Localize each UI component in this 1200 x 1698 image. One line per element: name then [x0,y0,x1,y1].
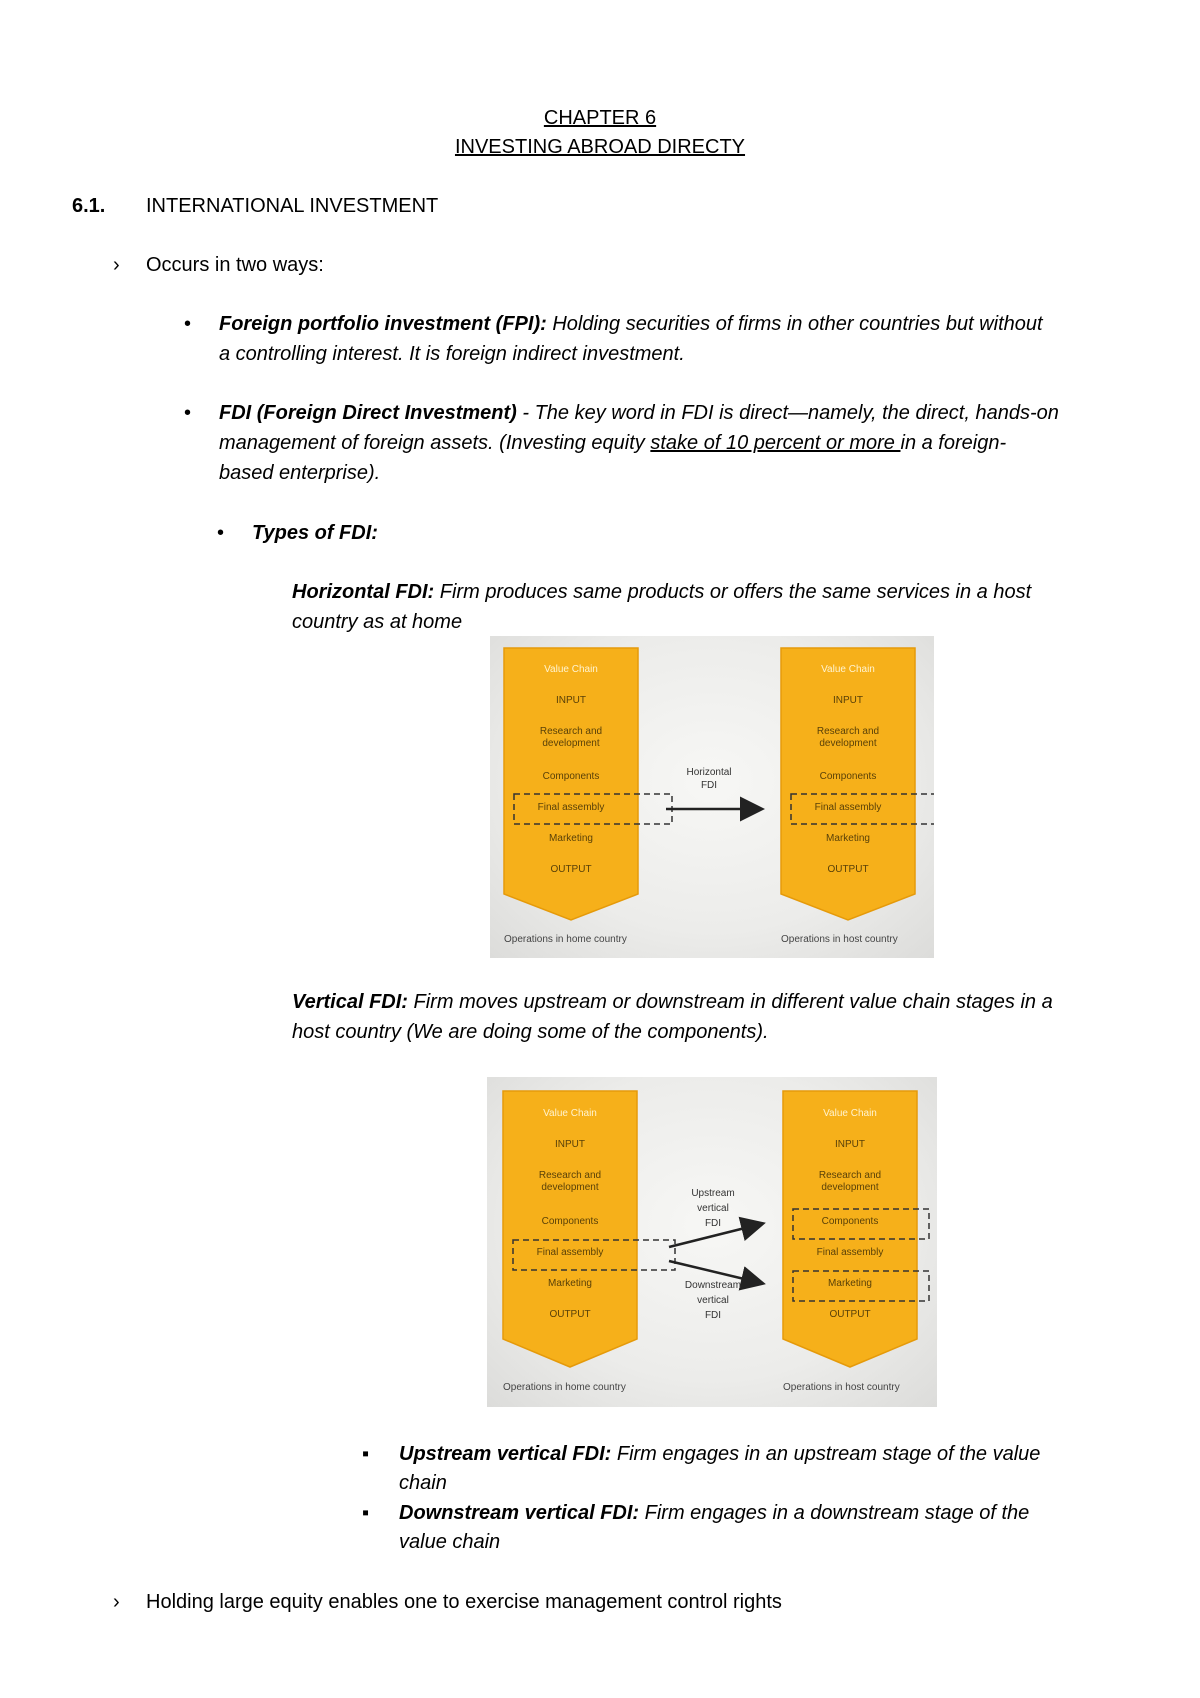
home-stage-rd-1: Research and [538,1170,602,1181]
bullet-dot-icon: • [184,313,192,335]
host-stage-input: INPUT [833,695,863,706]
upstream-label-2: vertical [697,1203,729,1214]
horizontal-text-2: country as at home [292,611,463,633]
horizontal-term: Horizontal FDI: [292,581,435,603]
types-heading: Types of FDI: [252,522,378,544]
host-stage-output: OUTPUT [827,864,869,875]
fdi-text-2a: management of foreign assets. (Investing equity [219,432,651,454]
home-stage-components: Components [542,771,600,782]
home-stage-output: OUTPUT [549,1309,591,1320]
fdi-term: FDI (Foreign Direct Investment) [219,402,517,424]
host-caption: Operations in host country [783,1382,900,1393]
horizontal-arrow-label-1: Horizontal [686,767,732,778]
home-stage-input: INPUT [555,1139,585,1150]
vertical-fdi-figure [487,1077,937,1407]
vertical-fdi-diagram [487,1077,937,1407]
host-stage-input: INPUT [835,1139,865,1150]
home-stage-input: INPUT [556,695,586,706]
arrow-bullet-icon: › [113,254,120,276]
upstream-label-1: Upstream [691,1188,735,1199]
fdi-text-2b: in a foreign- [900,432,1007,454]
home-stage-rd-2: development [542,738,600,749]
vertical-term: Vertical FDI: [292,991,408,1013]
holding-text: Holding large equity enables one to exercise management control rights [146,1591,782,1613]
vertical-text-2: host country (We are doing some of the components). [292,1021,769,1043]
upstream-text-1: Firm engages in an upstream stage of the value [611,1443,1041,1465]
section-number: 6.1. [72,195,106,217]
chapter-title: INVESTING ABROAD DIRECTY [454,136,746,158]
fpi-term: Foreign portfolio investment (FPI): [219,313,547,335]
fpi-text-2: a controlling interest. It is foreign indirect investment. [219,343,685,365]
host-value-chain-chevron [781,648,915,920]
home-stage-value-chain: Value Chain [543,1108,597,1119]
host-stage-rd-1: Research and [818,1170,882,1181]
fdi-text-3: based enterprise). [219,462,381,484]
fpi-text-1: Holding securities of firms in other countries but without [546,313,1043,335]
fpi-line-1 [219,309,1043,339]
fdi-line-2 [219,428,1006,458]
bullet-dot-icon: • [184,402,192,424]
home-stage-final-assembly: Final assembly [537,802,605,813]
horizontal-text-1: Firm produces same products or offers the same services in a host [434,581,1032,603]
host-value-chain-chevron [783,1091,917,1367]
fdi-underlined-stake: stake of 10 percent or more [650,432,901,454]
host-stage-rd-2: development [821,1182,879,1193]
host-stage-components: Components [821,1216,879,1227]
section-title: INTERNATIONAL INVESTMENT [146,195,439,217]
horizontal-fdi-figure [490,636,934,958]
upstream-line-1 [399,1439,1040,1469]
home-caption: Operations in home country [503,1382,626,1393]
home-value-chain-chevron [504,648,638,920]
home-stage-rd-1: Research and [539,726,603,737]
home-stage-marketing: Marketing [548,1278,592,1289]
host-stage-components: Components [819,771,877,782]
host-stage-output: OUTPUT [829,1309,871,1320]
fdi-line-1 [219,398,1059,428]
home-stage-marketing: Marketing [549,833,593,844]
home-stage-rd-2: development [541,1182,599,1193]
downstream-text-2: value chain [399,1531,501,1553]
horizontal-arrow-label-2: FDI [700,780,718,791]
downstream-text-1: Firm engages in a downstream stage of the [639,1502,1030,1524]
square-bullet-icon: ▪ [362,1443,370,1465]
home-value-chain-chevron [503,1091,637,1367]
downstream-term: Downstream vertical FDI: [399,1502,640,1524]
downstream-label-3: FDI [704,1310,722,1321]
upstream-term: Upstream vertical FDI: [399,1443,612,1465]
square-bullet-icon: ▪ [362,1502,370,1524]
arrow-bullet-icon: › [113,1591,120,1613]
home-caption: Operations in home country [504,934,627,945]
downstream-label-1: Downstream [684,1280,742,1291]
horizontal-fdi-diagram [490,636,934,958]
host-stage-final-assembly: Final assembly [816,1247,884,1258]
downstream-line-1 [399,1498,1029,1528]
home-stage-components: Components [541,1216,599,1227]
upstream-label-3: FDI [704,1218,722,1229]
host-stage-final-assembly: Final assembly [814,802,882,813]
home-stage-output: OUTPUT [550,864,592,875]
horizontal-line-1 [292,577,1031,607]
vertical-text-1: Firm moves upstream or downstream in different value chain stages in a [407,991,1053,1013]
occurs-text: Occurs in two ways: [146,254,324,276]
upstream-text-2: chain [399,1472,447,1494]
vertical-line-1 [292,987,1053,1017]
host-stage-rd-2: development [819,738,877,749]
bullet-dot-icon: • [217,522,225,544]
host-caption: Operations in host country [781,934,898,945]
home-stage-value-chain: Value Chain [544,664,598,675]
fdi-text-1: - The key word in FDI is direct—namely, the direct, hands-on [516,402,1059,424]
host-stage-rd-1: Research and [816,726,880,737]
chapter-label: CHAPTER 6 [543,107,657,129]
host-stage-marketing: Marketing [828,1278,872,1289]
host-stage-value-chain: Value Chain [821,664,875,675]
host-stage-marketing: Marketing [826,833,870,844]
downstream-label-2: vertical [697,1295,729,1306]
home-stage-final-assembly: Final assembly [536,1247,604,1258]
host-stage-value-chain: Value Chain [823,1108,877,1119]
